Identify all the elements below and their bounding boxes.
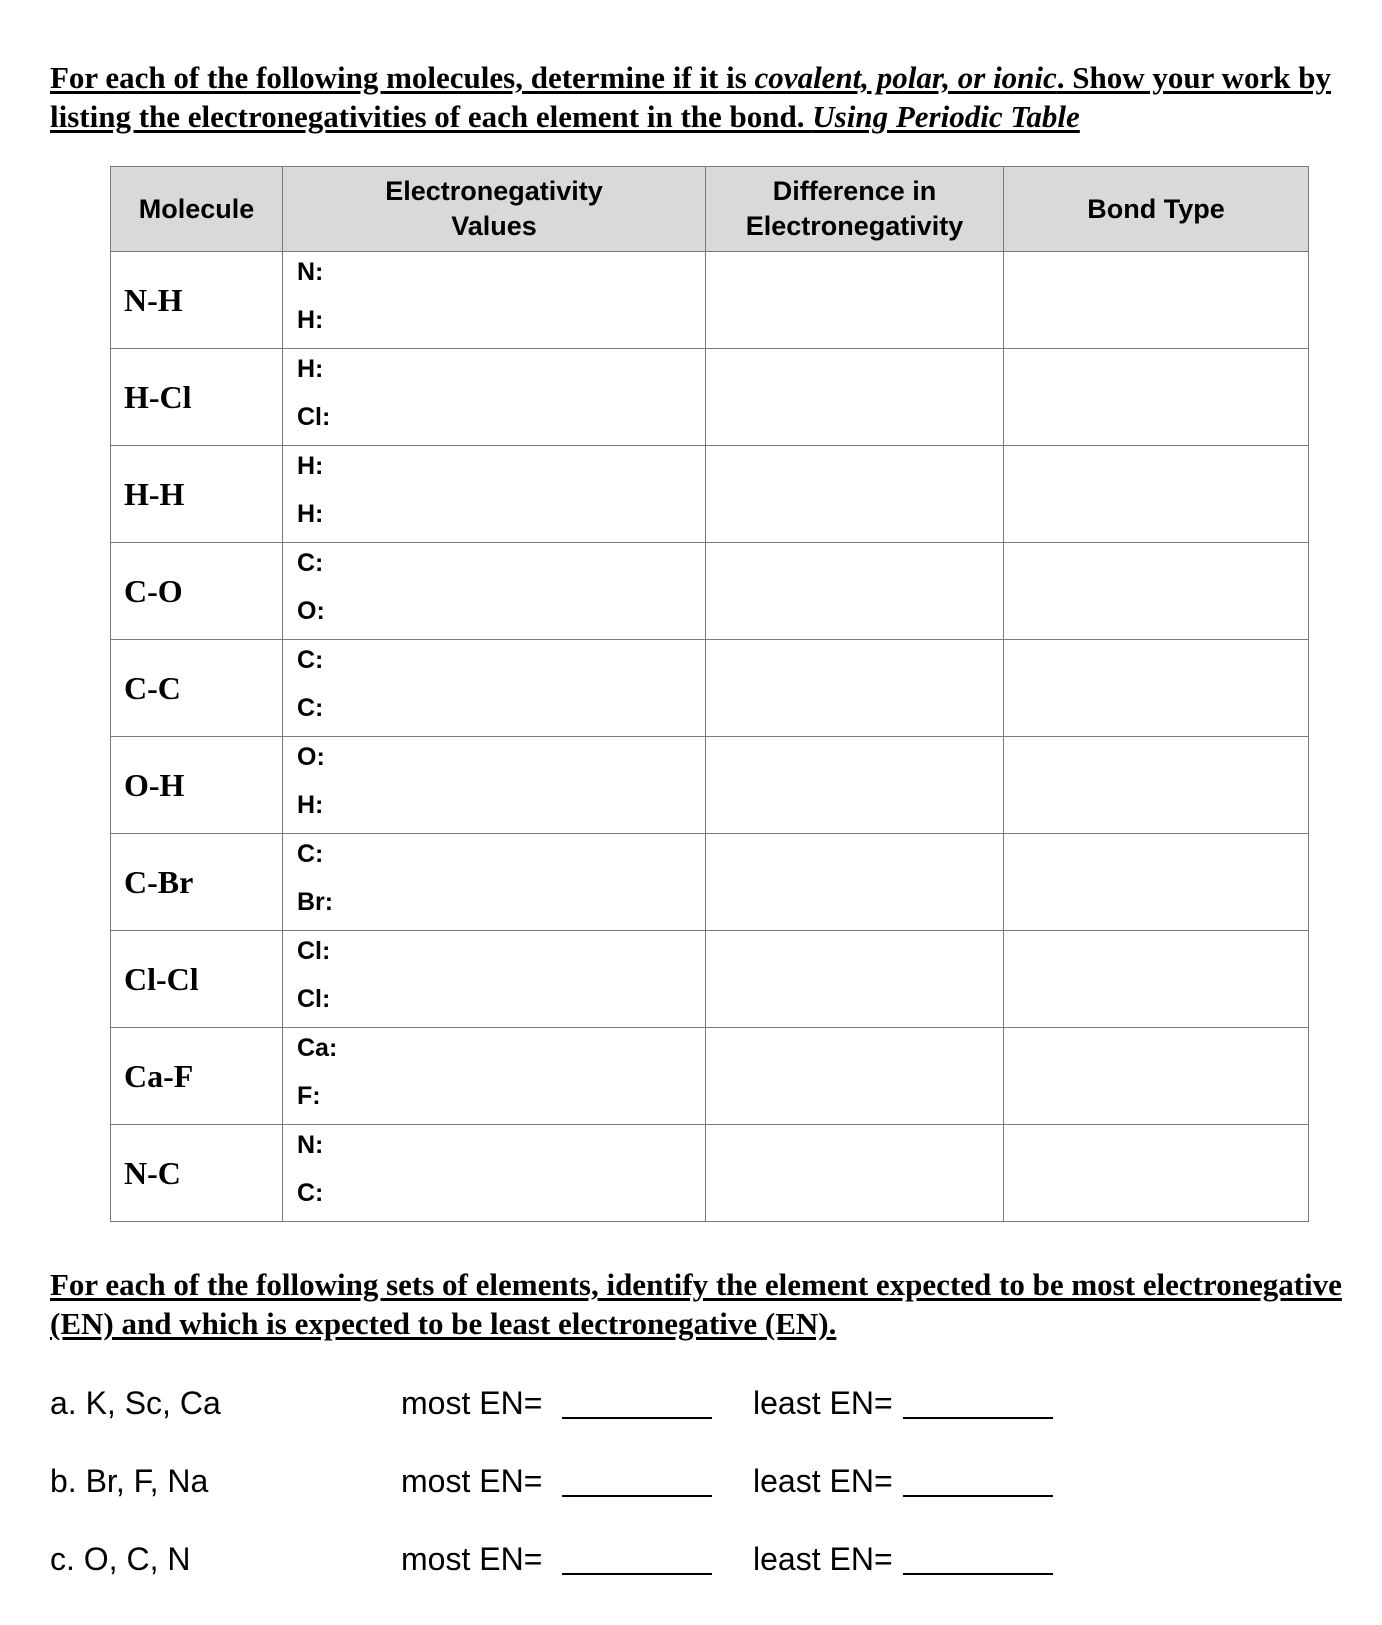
molecule-cell: O-H [111, 737, 283, 834]
table-row [111, 446, 1309, 543]
en-values-cell[interactable] [283, 1125, 706, 1222]
molecule-cell: C-C [111, 640, 283, 737]
element-2-label: O: [297, 597, 325, 625]
table-row [111, 834, 1309, 931]
molecule-cell: Cl-Cl [111, 931, 283, 1028]
element-1-label: H: [297, 355, 324, 383]
instructions-periodic-table: Using Periodic Table [812, 99, 1080, 134]
table-header-row [111, 167, 1309, 252]
question-c [50, 1539, 1150, 1579]
header-en-values-label: Electronegativity Values [385, 176, 603, 241]
element-2-label: C: [297, 694, 324, 722]
element-2-label: Cl: [297, 985, 331, 1013]
electronegativity-table [110, 166, 1309, 1222]
en-values-cell[interactable] [283, 640, 706, 737]
element-1-label: C: [297, 646, 324, 674]
en-values-cell[interactable] [283, 543, 706, 640]
bond-type-cell[interactable] [1004, 543, 1309, 640]
difference-cell[interactable] [706, 1028, 1004, 1125]
bond-type-cell[interactable] [1004, 349, 1309, 446]
difference-cell[interactable] [706, 1125, 1004, 1222]
least-en-label: least EN= [753, 1385, 893, 1421]
element-1-label: N: [297, 258, 324, 286]
bond-type-cell[interactable] [1004, 1028, 1309, 1125]
bond-type-cell[interactable] [1004, 834, 1309, 931]
bond-type-cell[interactable] [1004, 1125, 1309, 1222]
most-en-blank[interactable] [562, 1495, 712, 1497]
bond-type-cell[interactable] [1004, 446, 1309, 543]
element-1-label: Cl: [297, 937, 331, 965]
header-difference-label: Difference in Electronegativity [745, 176, 964, 241]
element-1-label: N: [297, 1131, 324, 1159]
molecule-cell: N-C [111, 1125, 283, 1222]
most-en-label: most EN= [401, 1541, 543, 1577]
table-row [111, 640, 1309, 737]
bond-type-cell[interactable] [1004, 931, 1309, 1028]
table-row [111, 543, 1309, 640]
most-en-blank[interactable] [562, 1417, 712, 1419]
en-values-cell[interactable] [283, 1028, 706, 1125]
table-row [111, 1028, 1309, 1125]
least-en-blank[interactable] [903, 1417, 1053, 1419]
question-label: a. K, Sc, Ca [50, 1385, 221, 1421]
element-1-label: Ca: [297, 1034, 338, 1062]
instructions-part1 [50, 58, 1350, 136]
bond-type-cell[interactable] [1004, 640, 1309, 737]
instructions-bond-types: covalent, polar, or ionic [754, 60, 1057, 95]
difference-cell[interactable] [706, 834, 1004, 931]
instructions-text-2: . Show your work by listing the electronegativities of each element in the bond. [50, 60, 1331, 134]
element-2-label: F: [297, 1082, 321, 1110]
en-values-cell[interactable] [283, 252, 706, 349]
difference-cell[interactable] [706, 446, 1004, 543]
most-en-label: most EN= [401, 1463, 543, 1499]
element-2-label: Cl: [297, 403, 331, 431]
least-en-label: least EN= [753, 1463, 893, 1499]
en-values-cell[interactable] [283, 834, 706, 931]
header-difference [706, 167, 1004, 252]
table-row [111, 931, 1309, 1028]
question-label: c. O, C, N [50, 1541, 191, 1577]
molecule-cell: Ca-F [111, 1028, 283, 1125]
difference-cell[interactable] [706, 931, 1004, 1028]
molecule-cell: H-H [111, 446, 283, 543]
least-en-label: least EN= [753, 1541, 893, 1577]
difference-cell[interactable] [706, 737, 1004, 834]
instructions-part2: For each of the following sets of elements, identify the element expected to be most electronegative (EN) and which is expected to be least electronegative (EN). [50, 1267, 1342, 1341]
molecule-cell: H-Cl [111, 349, 283, 446]
element-1-label: C: [297, 549, 324, 577]
least-en-blank[interactable] [903, 1573, 1053, 1575]
element-2-label: H: [297, 500, 324, 528]
bond-type-cell[interactable] [1004, 252, 1309, 349]
table-row [111, 349, 1309, 446]
element-1-label: O: [297, 743, 325, 771]
difference-cell[interactable] [706, 543, 1004, 640]
least-en-blank[interactable] [903, 1495, 1053, 1497]
header-bond-type: Bond Type [1004, 167, 1309, 252]
header-en-values [283, 167, 706, 252]
molecule-cell: N-H [111, 252, 283, 349]
molecule-cell: C-Br [111, 834, 283, 931]
difference-cell[interactable] [706, 349, 1004, 446]
most-en-label: most EN= [401, 1385, 543, 1421]
bond-type-cell[interactable] [1004, 737, 1309, 834]
element-2-label: H: [297, 306, 324, 334]
molecule-cell: C-O [111, 543, 283, 640]
en-values-cell[interactable] [283, 349, 706, 446]
en-values-cell[interactable] [283, 446, 706, 543]
element-2-label: H: [297, 791, 324, 819]
table-row [111, 1125, 1309, 1222]
en-values-cell[interactable] [283, 737, 706, 834]
element-2-label: Br: [297, 888, 334, 916]
difference-cell[interactable] [706, 640, 1004, 737]
question-a [50, 1383, 1150, 1423]
element-2-label: C: [297, 1179, 324, 1207]
element-1-label: C: [297, 840, 324, 868]
table-row [111, 252, 1309, 349]
question-label: b. Br, F, Na [50, 1463, 209, 1499]
element-1-label: H: [297, 452, 324, 480]
en-values-cell[interactable] [283, 931, 706, 1028]
most-en-blank[interactable] [562, 1573, 712, 1575]
difference-cell[interactable] [706, 252, 1004, 349]
table-row [111, 737, 1309, 834]
question-b [50, 1461, 1150, 1501]
instructions-text: For each of the following molecules, determine if it is [50, 60, 755, 95]
header-molecule: Molecule [111, 167, 283, 252]
